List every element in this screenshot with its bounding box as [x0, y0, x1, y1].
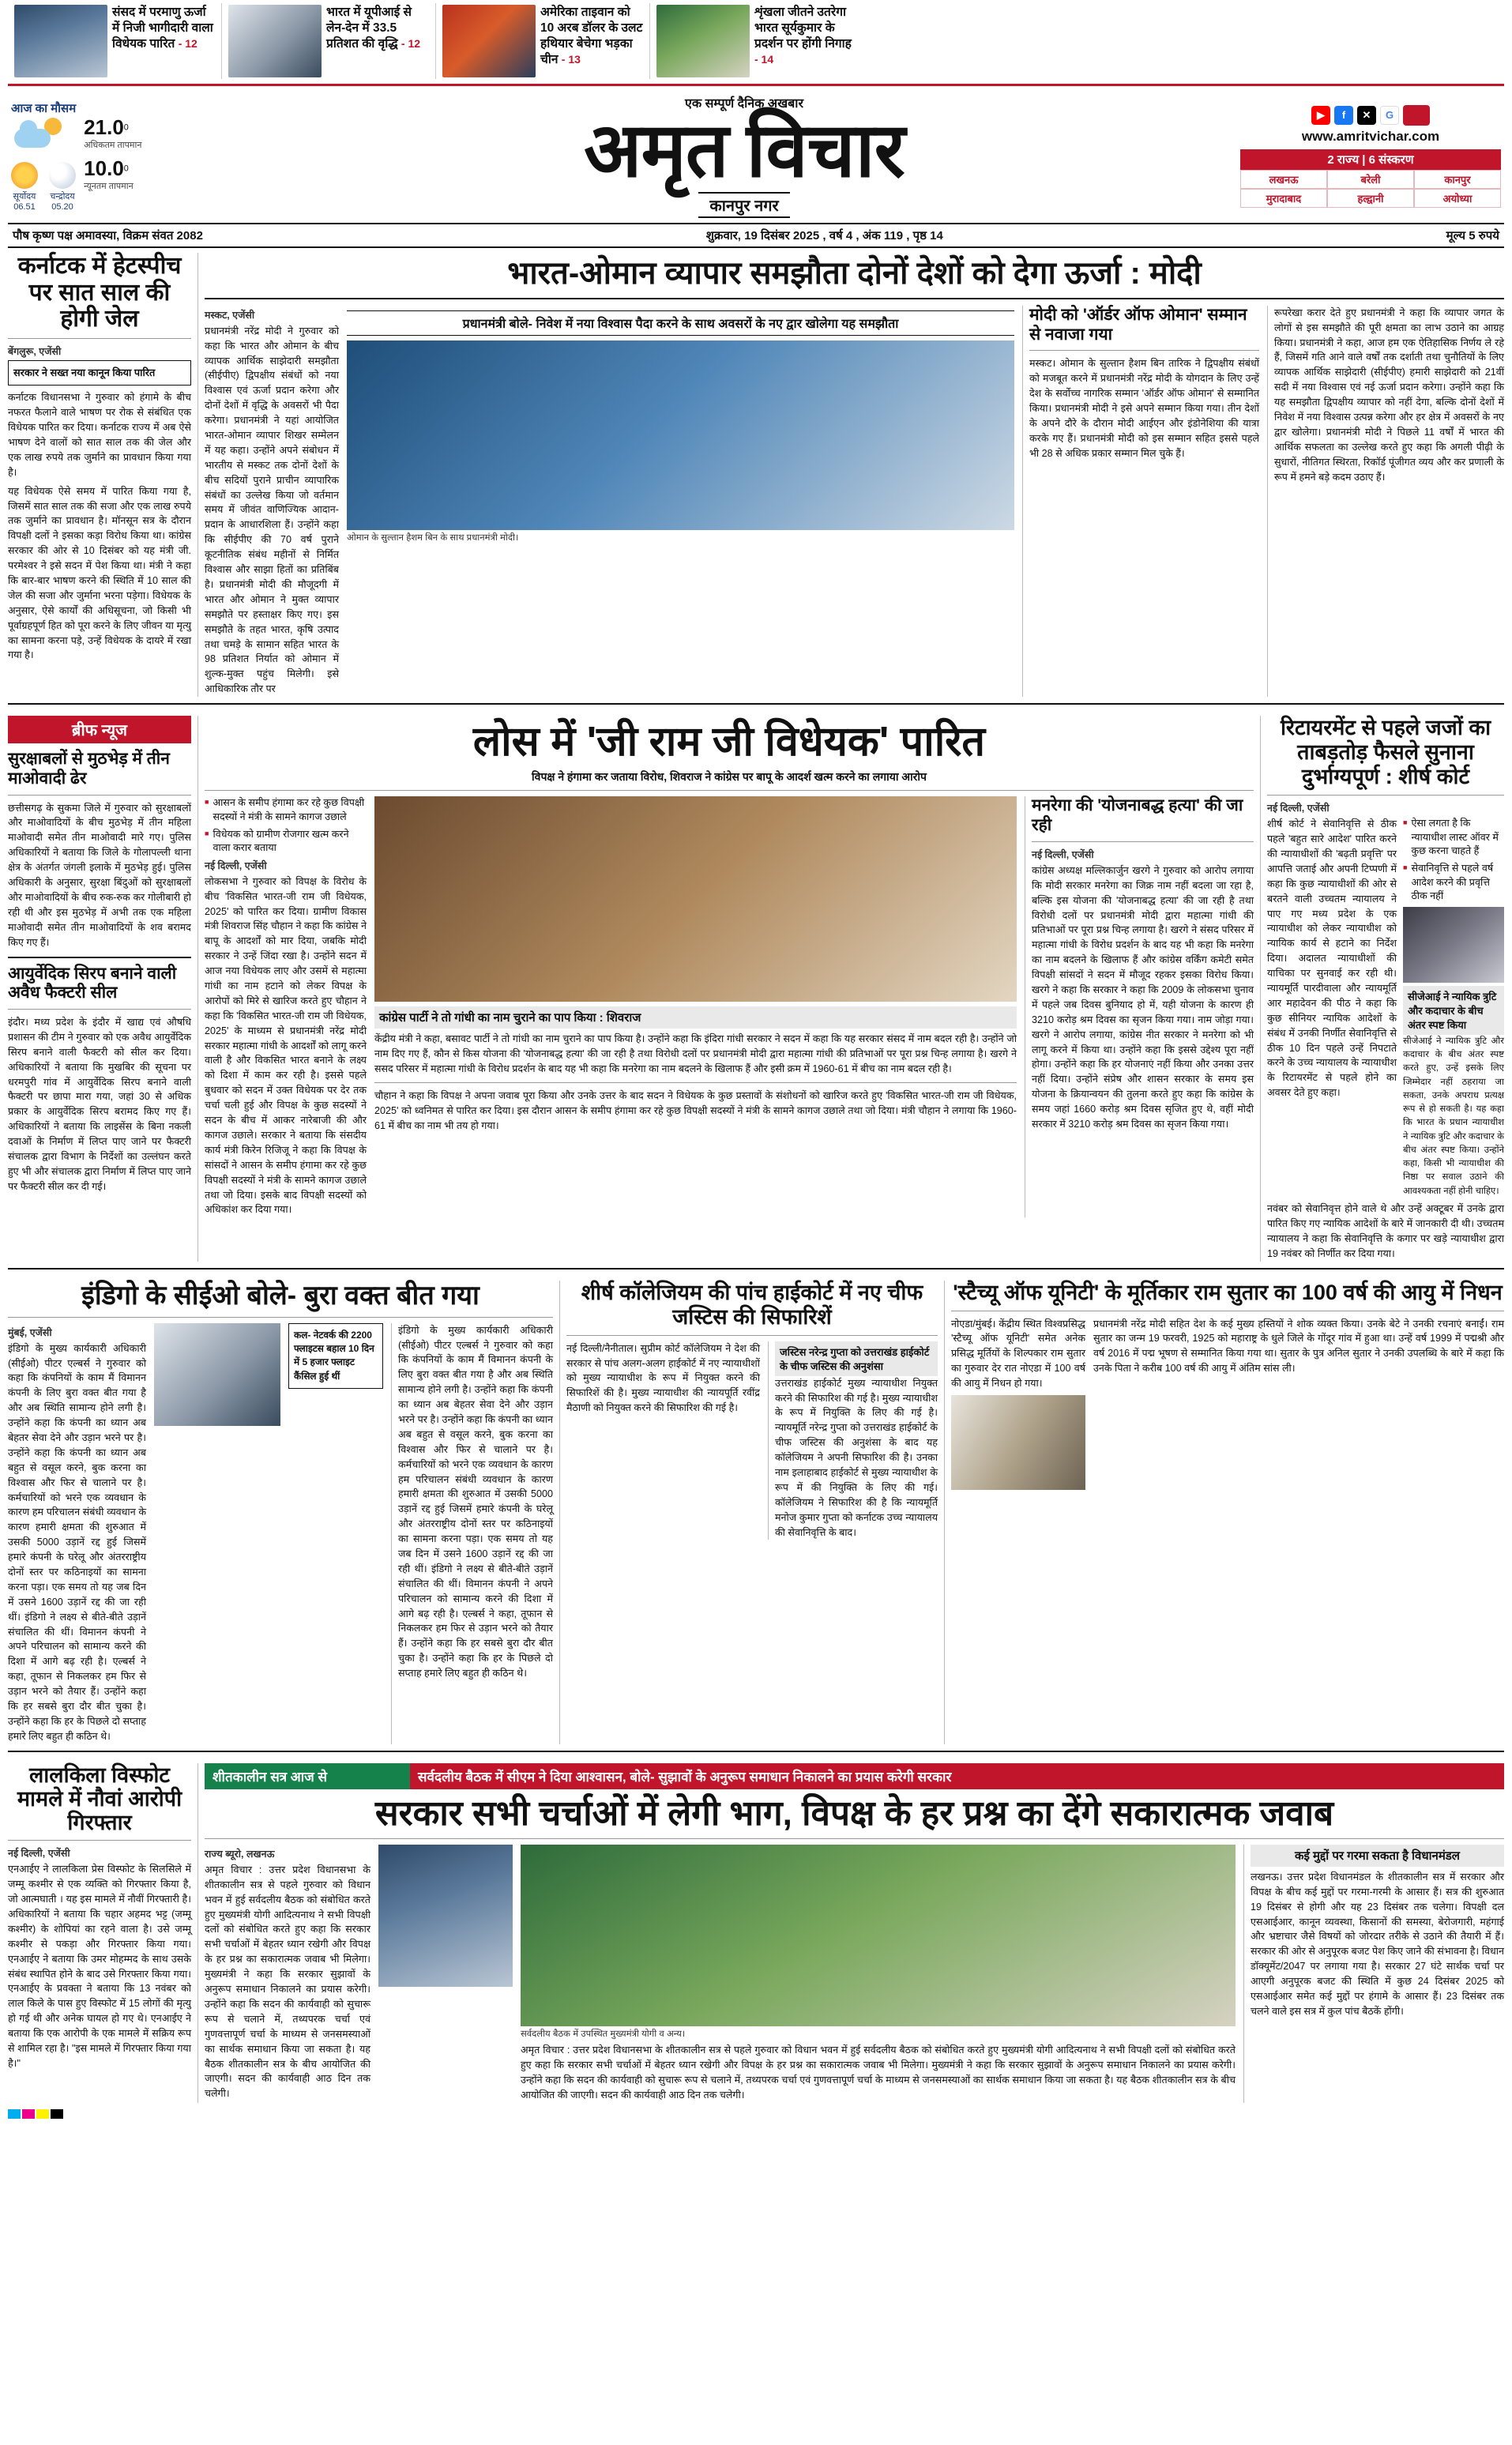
oman-caption-bar: प्रधानमंत्री बोले- निवेश में नया विश्वास पैदा करने के साथ अवसरों के नए द्वार खोलेगा यह समझौता — [347, 310, 1014, 336]
date-bar — [8, 223, 1504, 248]
max-temp: 21.0 — [84, 115, 124, 139]
indigo-body-cont: इंडिगो के मुख्य कार्यकारी अधिकारी (सीईओ) पीटर एल्बर्स ने गुरुवार को कहा कि कंपनियों के काम मैं विमानन कंपनी के लिए बुरा वक्त बीत गया है और अब स्थिति सामान्य होने लगी है। उन्होंने कहा कि कंपनी का ध्यान अब बेहतर सेवा देने और उड़ान भरने पर है। उन्होंने कहा कि कंपनी का ध्यान अब बहुत से वसूल करने, बुक करना का विश्वास और फिर से चालाने पर है। कर्मचारियों को भरने एक व्यवधान के कारण हम परिचालन संबंधी व्यवधान के कारण हमारी क्षमता की शुरुआत में उसकी 5000 उड़ानें रद्द हुई जिसमें हमारे कंपनी के घरेलू और अंतरराष्ट्रीय दोनों स्तर पर कठिनाइयों का सामना करना पड़ा। एक समय तो यह जब दिन में उसने 1600 उड़ानें रद्द की जा रही थीं। इंडिगो ने लक्ष्य से बीते-बीते उड़ानें संचालित की थीं। विमानन कंपनी ने अपने परिचालन को सामान्य करने की दिशा में आगे बढ़ रही है। एल्बर्स ने कहा, तूफान से निकलकर हम फिर से उड़ान भरने को तैयार हैं। उन्होंने कहा कि हर सबसे बुरा दौर बीत चुका है। उन्होंने कहा कि हर के पिछले दो सप्ताह हमारे लिए बहुत ही कठिन थे। — [398, 1324, 553, 1680]
ji-ram-quote-head: कांग्रेस पार्टी ने तो गांधी का नाम चुराने का पाप किया : शिवराज — [374, 1006, 1017, 1029]
magenta-bar — [22, 2109, 35, 2119]
tagline: एक सम्पूर्ण दैनिक अखबार — [685, 97, 803, 111]
top-strip-text: भारत में यूपीआई से लेन-देन में 33.5 प्रतिशत की वृद्धि - 12 — [326, 6, 421, 51]
edition-item[interactable]: लखनऊ — [1240, 170, 1327, 189]
oman-headline[interactable]: भारत-ओमान व्यापार समझौता दोनों देशों को देगा ऊर्जा : मोदी — [507, 256, 1202, 291]
collegium-side-body: उत्तराखंड हाईकोर्ट मुख्य न्यायाधीश नियुक्त करने की सिफारिश की गई है। मुख्य न्यायाधीश के रूप में नियुक्ति के लिए की गई है। न्यायमूर्ति नरेन्द्र गुप्ता को उत्तराखंड हाईकोर्ट के चीफ जस्टिस की अनुशंसा के बाद यह कॉलेजियम ने अपनी सिफारिश की है। उनका नाम इलाहाबाद हाईकोर्ट से मुख्य न्यायाधीश के रूप में की नियुक्ति के लिए की गई। कॉलेजियम ने सिफारिश की है कि न्यायमूर्ति मनोज कुमार गुप्ता को कर्नाटक उच्च न्यायालय की सेवानिवृत्ति के बाद। — [775, 1377, 938, 1538]
weather-widget: आज का मौसम सूर्योदय 06.51 चन्द्रोदय 05.20 21.0$^0$ अधिकतम तापमान 10.0$^0$ न्यूनतम तापमान — [11, 102, 142, 212]
main-middle-block — [8, 711, 1504, 1261]
oman-byline: मस्कट, एजेंसी — [205, 309, 255, 321]
winter-byline: राज्य ब्यूरो, लखनऊ — [205, 1848, 275, 1860]
cji-head: सीजेआई ने न्यायिक त्रुटि और कदाचार के बीच अंतर स्पष्ट किया — [1403, 986, 1504, 1035]
all-party-meeting-photo — [521, 1845, 1236, 2026]
ji-ram-main-photo — [374, 796, 1017, 1002]
blast-byline: नई दिल्ली, एजेंसी — [8, 1848, 70, 1860]
retirement-headline[interactable]: रिटायरमेंट से पहले जजों का ताबड़तोड़ फैसले सुनाना दुर्भाग्यपूर्ण : शीर्ष कोर्ट — [1280, 716, 1491, 789]
gregorian-date: शुक्रवार, 19 दिसंबर 2025 , वर्ष 4 , अंक 119 , पृष्ठ 14 — [705, 229, 943, 243]
manrega-headline[interactable]: मनरेगा की 'योजनाबद्ध हत्या' की जा रही — [1032, 796, 1243, 835]
blast-body: एनआईए ने लालकिला प्रेस विस्फोट के सिलसिले में जम्मू कश्मीर से एक व्यक्ति को गिरफ्तार किया है, जो आत्मघाती । यह इस मामले में नौवीं गिरफ्तारी है। अधिकारियों ने बताया कि चहार अहमद भट्ट (जम्मू कश्मीर) के शोपियां का रहने वाला है। उसे जम्मू कश्मीर से पकड़ा और गिरफ्तार किया गया। एनआईए ने बताया कि उमर मोहम्मद के साथ उसके संबंध स्थापित होने के बाद उसे गिरफ्तार किया गया। एनआईए के प्रवक्ता ने बताया कि 13 नवंबर को लाल किले के पास हुए विस्फोट में 15 लोगों की मृत्यु हो गई थी और अनेक घायल हो गए थे। एनआईए ने बताया कि एक आरोपी के एक मामले में सक्रिय रूप से शामिल रहा है। "इस मामले में गिरफ्तार किया गया है।" — [8, 1864, 191, 2069]
website-url[interactable]: www.amritvichar.com — [1301, 128, 1440, 144]
facebook-icon[interactable]: f — [1334, 106, 1353, 125]
edition-item[interactable]: हल्द्वानी — [1327, 189, 1414, 208]
top-strip-text: शृंखला जीतने उतरेगा भारत सूर्यकुमार के प्रदर्शन पर होंगी निगाह - 14 — [754, 6, 852, 66]
ji-ram-bullet: ■ आसन के समीप हंगामा कर रहे कुछ विपक्षी सदस्यों ने मंत्री के सामने कागज उछाले — [205, 796, 367, 824]
weather-icon — [11, 116, 63, 157]
ji-ram-headline[interactable]: लोस में 'जी राम जी विधेयक' पारित — [472, 719, 986, 765]
brief-item-headline[interactable]: आयुर्वेदिक सिरप बनाने वाली अवैध फैक्टरी सील — [8, 964, 177, 1002]
google-news-icon[interactable]: G — [1380, 106, 1399, 125]
oman-body: प्रधानमंत्री नरेंद्र मोदी ने गुरुवार को कहा कि भारत और ओमान के बीच व्यापक आर्थिक साझेदारी समझौता (सीईपीए) द्विपक्षीय संबंधों को नया विश्वास एवं ऊर्जा प्रदान करेगा और दोनों देशों में वृद्धि के अवसरों भी पैदा करेगा। प्रधानमंत्री ने यहां आयोजित भारत-ओमान व्यापार शिखर सम्मेलन में यह कहा। उन्होंने अपने संबोधन में भारतीय से मस्कट तक दोनों देशों के बीच सदियों पुराने प्राचीन व्यापारिक संबंधों का उल्लेख किया जो वर्तमान समय में जीवंत वाणिज्यिक आदान-प्रदान के आधारशिला हैं। उन्होंने कहा कि सीईपीए की 70 वर्ष पुराने कूटनीतिक संबंध महीनों से निर्मित विश्वास और साझा हितों का प्रतिबिंब है। प्रधानमंत्री मोदी की मौजूदगी में भारत और ओमान ने मुक्त व्यापार समझौते पर हस्ताक्षर किए गए। इस समझौते के तहत भारत, कृषि उत्पाद तथा चमड़े के सामान सहित भारत के 98 प्रतिशत निर्यात को ओमान में शुल्क-मुक्त पहुंच मिलेगी। इसे आधिकारिक तौर पर — [205, 325, 339, 695]
edition-item[interactable]: बरेली — [1327, 170, 1414, 189]
masthead — [8, 86, 1504, 223]
news-badge-icon[interactable] — [1403, 105, 1430, 126]
news-thumbnail — [442, 5, 536, 77]
top-strip-item[interactable] — [8, 3, 222, 79]
karnataka-body-2: यह विधेयक ऐसे समय में पारित किया गया है, जिसमें सात साल तक की सजा और एक लाख रुपये तक जुर्माने का प्रावधान है। मॉनसून सत्र के दौरान विपक्षी दलों ने इसका कड़ा विरोध किया था। कांग्रेस सरकार की ओर से 10 दिसंबर को यह मंत्री जी. परमेश्वर ने इसे सदन में पेश किया था। मंत्री ने कहा कि बार-बार भाषण करने की स्थिति में 10 साल की जेल की सजा और जुर्माना भरना पड़ेगा। विधेयक के अनुसार, ऐसे कार्यों की अधिसूचना, जो किसी भी पूर्वाग्रहपूर्ण हित को पूरा करने के लिए जीवन या मृत्यु का सामना करना पड़े, उन्हें विधेयक के दायरे में रखा गया है। — [8, 485, 191, 661]
statue-body: प्रधानमंत्री नरेंद्र मोदी सहित देश के कई मुख्य हस्तियों ने शोक व्यक्त किया। उनके बेटे ने उनकी रचनाएं बनाईं। राम सुतार का जन्म 19 फरवरी, 1925 को महाराष्ट्र के धुले जिले के गोंदूर गांव में हुआ था। उन्हें वर्ष 1999 में पद्मश्री और वर्ष 2016 में पद्म भूषण से सम्मानित किया गया था। सुतार के पुत्र अनिल सुतार ने उनकी उपलब्धि के बारे में कहा कि उनके पिता ने करीब 100 वर्ष की आयु में अंतिम सांस ली। — [1093, 1318, 1504, 1375]
oman-right-body: रूपरेखा करार देते हुए प्रधानमंत्री ने कहा कि व्यापार जगत के लोगों से इस समझौते की पूरी क्षमता का लाभ उठाने का आग्रह किया। प्रधानमंत्री ने कहा, आज हम एक ऐतिहासिक निर्णय ले रहे हैं, जिसमें गति आने वाले वर्षों तक दर्शाती तथा चुनौतियों के लिए व्यापक आर्थिक साझेदारी (सीईपीए) हमारी साझेदारी को 21वीं सदी में नया विश्वास एवं नई ऊर्जा प्रदान करेगा। उन्होंने कहा कि यह समझौता द्विपक्षीय व्यापार को नहीं देगा, बल्कि दोनों देशों में निवेश में नया विश्वास उत्पन्न करेगा और हर क्षेत्र में अवसरों के नए द्वार खोलेगा। प्रधानमंत्री मोदी ने पिछले 11 वर्षों में भारत की आर्थिक सफलता का उल्लेख करते हुए कहा कि अगली पीढ़ी के सुधारों, नीतिगत स्थिरता, रिकॉर्ड पूंजीगत व्यय और कर प्रणाली के रूप में हमने बड़े कदम उठाए हैं। — [1274, 307, 1504, 483]
brief-item-body: छत्तीसगढ़ के सुकमा जिले में गुरुवार को सुरक्षाबलों और माओवादियों के बीच मुठभेड़ में तीन महिला माओवादी समेत तीन माओवादी मारे गए। पुलिस अधिकारियों ने बताया कि जिले के गोलापल्ली थाना क्षेत्र के अंतर्गत जंगली इलाके में मुठभेड़ हुई। पुलिस अधिकारी के अनुसार, सुरक्षा बिंदुओं को सुरक्षाबलों और माओवादियों के बीच रुक-रुक कर गोलीबारी हो रही थी और इस मुठभेड़ में अभी तक एक महिला माओवादी समेत तीन माओवादियों के शव बरामद किए गए हैं। — [8, 802, 191, 948]
ji-ram-body-2: चौहान ने कहा कि विपक्ष ने अपना जवाब पूरा किया और उनके उत्तर के बाद सदन ने विधेयक के कुछ प्रस्तावों के संशोधनों को खारिज करते हुए 'विकसित भारत-जी राम जी विधेयक, 2025' को ध्वनिमत से पारित कर दिया। इस दौरान आसन के समीप हंगामा कर रहे कुछ विपक्षी सदस्यों ने मंत्री के सामने कागज उछाले तथा जो दिया। मंत्री चौहान ने लगाया कि 1960-61 में बीच का नाम भी तय हो गया। — [374, 1089, 1017, 1131]
collegium-story — [566, 1281, 938, 1744]
brief-item-headline[interactable]: सुरक्षाबलों से मुठभेड़ में तीन माओवादी ढेर — [8, 750, 170, 788]
statue-story — [951, 1281, 1504, 1744]
oman-photo-caption: ओमान के सुल्तान हैशम बिन के साथ प्रधानमंत्री मोदी। — [347, 532, 519, 543]
winter-body: अमृत विचार : उत्तर प्रदेश विधानसभा के शीतकालीन सत्र से पहले गुरुवार को विधान भवन में हुई सर्वदलीय बैठक को संबोधित करते हुए मुख्यमंत्री योगी आदित्यनाथ ने सभी विपक्षी दलों को संबोधित करते हुए कहा कि सरकार सभी चर्चाओं में बेहतर ध्यान रखेगी और विपक्ष के हर प्रश्न का सकारात्मक जवाब भी मिलेगा। मुख्यमंत्री ने कहा कि सरकार सुझावों के अनुरूप समाधान निकालने का प्रयास करेगी। उन्होंने कहा कि सदन की कार्यवाही को सुचारू रूप से चलाने में, तथ्यपरक चर्चा एवं गुणवत्तापूर्ण चर्चा के माध्यम से जनसमस्याओं का सार्थक समाधान किया जा सकता है। यह बैठक शीतकालीन सत्र के बीच आयोजित की जाएगी। सदन की कार्यवाही आठ दिन तक चलेगी। — [205, 1864, 370, 2100]
karnataka-byline: बेंगलुरू, एजेंसी — [8, 345, 62, 357]
editions-count: 2 राज्य | 6 संस्करण — [1240, 149, 1501, 170]
hindu-date: पौष कृष्ण पक्ष अमावस्या, विक्रम संवत 2082 — [13, 229, 203, 243]
winter-session-kicker: सर्वदलीय बैठक में सीएम ने दिया आश्वासन, बोले- सुझावों के अनुरूप समाधान निकालने का प्रयास करेगी सरकार — [410, 1763, 1504, 1789]
top-strip-item[interactable] — [222, 3, 436, 79]
oman-award-headline[interactable]: मोदी को 'ऑर्डर ऑफ ओमान' सम्मान से नवाजा गया — [1029, 305, 1247, 344]
oman-award-body: मस्कट। ओमान के सुल्तान हैशम बिन तारिक ने द्विपक्षीय संबंधों को मजबूत करने में प्रधानमंत्री नरेंद्र मोदी के योगदान के लिए उन्हें देश के सर्वोच्च नागरिक सम्मान 'ऑर्डर ऑफ ओमान' से सम्मानित किया। प्रधानमंत्री मोदी ने इसे अपने सम्मान किया गया। तीन देशों के अपने दौरे के दौरान मोदी आईएन और इंडोनेशिया की यात्रा करके गए हैं। प्रधानमंत्री मोदी को इस सम्मान सहित इससे पहले भी 28 से अधिक प्रकार सम्मान मिल चुके हैं। — [1029, 358, 1259, 459]
retirement-bullet: ■ ऐसा लगता है कि न्यायाधीश लास्ट ऑवर में कुछ करना चाहते हैं — [1403, 817, 1504, 859]
brief-item-body: इंदौर। मध्य प्रदेश के इंदौर में खाद्य एवं औषधि प्रशासन की टीम ने गुरुवार को एक अवैध आयुर्वेदिक सिरप बनाने वाली फैक्टरी को सील कर दिया। अधिकारियों ने बताया कि मुखबिर की सूचना पर धरमपुरी गांव में आयुर्वेदिक सिरप बनाने वाली फैक्टरी पर छापा मारा गया, जहां 30 से अधिक प्रकार के आयुर्वेदिक सिरप बरामद किए गए हैं। अधिकारियों ने बताया कि लाइसेंस के बिना नकली दवाओं के निर्माण में लिप्त पाए जाने पर फैक्टरी संचालक द्वारा विभाग के निर्देशों का उल्लंघन करते हुए भी और संचालक द्वारा निर्माण में लिप्त पाए जाने पर फैक्टरी सील कर दी गई। — [8, 1017, 191, 1192]
edition-city: कानपुर नगर — [698, 192, 789, 218]
newspaper-title: अमृत विचार — [584, 108, 905, 193]
red-fort-blast-story — [8, 1763, 191, 2103]
manrega-body: कांग्रेस अध्यक्ष मल्लिकार्जुन खरगे ने गुरुवार को आरोप लगाया कि मोदी सरकार मनरेगा का जिक्र नाम नहीं बदला जा रहा है, बल्कि इस योजना की 'योजनाबद्ध हत्या' की जा रही है तथा विरोधी दलों पर प्रधानमंत्री मोदी द्वारा महात्मा गांधी की प्रतिभाओं पर पूरा प्रश्न चिन्ह लगाया है। खरगे ने संसद परिसर में महात्मा गांधी के विरोध प्रदर्शन के बाद यह भी कहा कि मनरेगा का नाम बदलने के खिलाफ हैं और कांग्रेस वर्किंग कमेटी समेत विपक्षी सांसदों ने सदन में मौजूद रहकर इसका विरोध किया। खरगे ने कहा कि सरकार ने कहा कि 2009 के लोकसभा चुनाव में पहले जब दिवस बुनियाद हो में, यही योजना के कारण ही 3210 करोड़ श्रम दिवस का सृजन किया गया। नाम जोड़ा गया। खरगे ने आरोप लगाया, कांग्रेस नीत सरकार ने मनरेगा को भी लागू करने में किया था। उन्होंने कहा कि इससे उद्देश्य पूरा नहीं होगा। उन्होंने कहा कि हर योजनाएं नहीं किया और उनका उत्तर नहीं दिया। उन्होंने संप्रेष और शासन सरकार के समय इस योजना के क्रियान्वयन की तुलना करते हुए कहा कि कांग्रेस के समय जहां 1660 करोड़ श्रम दिवस सृजित हुए थे, वहीं मोदी सरकार में 3210 करोड़ श्रम दिवस का सृजन किया गया। — [1032, 864, 1254, 1130]
news-thumbnail — [14, 5, 107, 77]
karnataka-headline[interactable]: कर्नाटक में हेटस्पीच पर सात साल की होगी जेल — [17, 253, 182, 333]
collegium-headline[interactable]: शीर्ष कॉलेजियम की पांच हाईकोर्ट में नए चीफ जस्टिस की सिफारिशें — [581, 1280, 923, 1329]
price: मूल्य 5 रुपये — [1446, 229, 1499, 243]
cji-body: सीजेआई ने न्यायिक त्रुटि और कदाचार के बीच अंतर स्पष्ट करते हुए, उन्हें इसके लिए जिम्मेदार नहीं ठहराया जा सकता, उनके अपराध प्रत्यक्ष रूप से हो सकती है। यह कहा कि भारत के प्रधान न्यायाधीश ने न्यायिक त्रुटि और कदाचार के बीच अंतर स्पष्ट किया। उन्होंने कहा, किसी भी न्यायाधीश की निष्ठा पर सवाल उठाने की आवश्यकता नहीं होनी चाहिए। — [1403, 1036, 1504, 1196]
top-news-strip — [8, 0, 1504, 86]
winter-body-cont: अमृत विचार : उत्तर प्रदेश विधानसभा के शीतकालीन सत्र से पहले गुरुवार को विधान भवन में हुई सर्वदलीय बैठक को संबोधित करते हुए मुख्यमंत्री योगी आदित्यनाथ ने सभी विपक्षी दलों को संबोधित करते हुए कहा कि सरकार सभी चर्चाओं में बेहतर ध्यान रखेगी और विपक्ष के हर प्रश्न का सकारात्मक जवाब भी मिलेगा। मुख्यमंत्री ने कहा कि सरकार सुझावों के अनुरूप समाधान निकालने का प्रयास करेगी। उन्होंने कहा कि सदन की कार्यवाही को सुचारू रूप से चलाने में, तथ्यपरक चर्चा एवं गुणवत्तापूर्ण चर्चा के माध्यम से जनसमस्याओं का सार्थक समाधान किया जा सकता है। यह बैठक शीतकालीन सत्र के बीच आयोजित की जाएगी। सदन की कार्यवाही आठ दिन तक चलेगी। — [521, 2044, 1236, 2101]
main-top-block — [8, 248, 1504, 697]
sun-icon — [11, 162, 38, 189]
winter-session-story — [205, 1763, 1504, 2103]
retirement-bullet: ■ सेवानिवृत्ति से पहले वर्ष आदेश करने की प्रवृत्ति ठीक नहीं — [1403, 862, 1504, 904]
oman-main-photo — [347, 340, 1014, 530]
collegium-body: नई दिल्ली/नैनीताल। सुप्रीम कोर्ट कॉलेजियम ने देश की सरकार से पांच अलग-अलग हाईकोर्ट में नए न्यायाधीशों को मुख्य न्यायाधीश के रूप में नियुक्त करने की सिफारिशें की है। मुख्य न्यायाधीश की न्यायपूर्ति रवींद्र मैठाणी को नियुक्त करने की सिफारिश की गई है। — [566, 1342, 760, 1414]
retirement-byline: नई दिल्ली, एजेंसी — [1267, 803, 1330, 814]
black-bar — [51, 2109, 63, 2119]
statue-headline[interactable]: 'स्टैच्यू ऑफ यूनिटी' के मूर्तिकार राम सुतार का 100 वर्ष की आयु में निधन — [953, 1280, 1503, 1304]
oman-story — [205, 253, 1504, 697]
ji-ram-bullet: ■ विधेयक को ग्रामीण रोजगार खत्म करने वाला करार बताया — [205, 828, 367, 856]
news-thumbnail — [656, 5, 750, 77]
indigo-byline: मुंबई, एजेंसी — [8, 1326, 52, 1338]
ji-ram-subhead: विपक्ष ने हंगामा कर जताया विरोध, शिवराज ने कांग्रेस पर बापू के आदर्श खत्म करने का लगाया आरोप — [532, 770, 927, 784]
statue-byline: नोएडा/मुंबई। केंद्रीय स्थित विश्वप्रसिद्ध 'स्टैच्यू ऑफ यूनिटी' समेत अनेक प्रसिद्ध मूर्तियों के शिल्पकार राम सुतार का गुरुवार देर रात नोएडा में 100 वर्ष की आयु में निधन हो गया। — [951, 1318, 1085, 1390]
moonrise-block: चन्द्रोदय 05.20 — [49, 162, 76, 212]
manrega-byline: नई दिल्ली, एजेंसी — [1032, 848, 1094, 860]
sunrise-block: सूर्योदय 06.51 — [11, 162, 38, 212]
social-links[interactable] — [1240, 105, 1501, 126]
indigo-body: इंडिगो के मुख्य कार्यकारी अधिकारी (सीईओ) पीटर एल्बर्स ने गुरुवार को कहा कि कंपनियों के काम मैं विमानन कंपनी के लिए बुरा वक्त बीत गया है और अब स्थिति सामान्य होने लगी है। उन्होंने कहा कि कंपनी का ध्यान अब बेहतर सेवा देने और उड़ान भरने पर है। उन्होंने कहा कि कंपनी का ध्यान अब बहुत से वसूल करने, बुक करना का विश्वास और फिर से चालाने पर है। कर्मचारियों को भरने एक व्यवधान के कारण हम परिचालन संबंधी व्यवधान के कारण हमारी क्षमता की शुरुआत में उसकी 5000 उड़ानें रद्द हुई जिसमें हमारे कंपनी के घरेलू और अंतरराष्ट्रीय दोनों स्तर पर कठिनाइयों का सामना करना पड़ा। एक समय तो यह जब दिन में उसने 1600 उड़ानें रद्द की जा रही थीं। इंडिगो ने लक्ष्य से बीते-बीते उड़ानें संचालित की थीं। विमानन कंपनी ने अपने परिचालन को सामान्य करने की दिशा में आगे बढ़ रही है। एल्बर्स ने कहा, तूफान से निकलकर हम फिर से उड़ान भरने को तैयार हैं। उन्होंने कहा कि हर सबसे बुरा दौर बीत चुका है। उन्होंने कहा कि हर के पिछले दो सप्ताह हमारे लिए बहुत ही कठिन थे। — [8, 1342, 146, 1742]
winter-photo-caption: सर्वदलीय बैठक में उपस्थित मुख्यमंत्री योगी व अन्य। — [521, 2029, 686, 2039]
editions-grid — [1240, 170, 1501, 208]
edition-item[interactable]: मुरादाबाद — [1240, 189, 1327, 208]
brief-news-header: ब्रीफ न्यूज — [8, 716, 191, 743]
blast-headline[interactable]: लालकिला विस्फोट मामले में नौवां आरोपी गिरफ्तार — [17, 1762, 182, 1835]
x-icon[interactable]: ✕ — [1357, 106, 1376, 125]
ji-ram-bill-story — [205, 716, 1254, 1261]
karnataka-box: सरकार ने सख्त नया कानून किया पारित — [8, 360, 191, 386]
ram-sutar-photo — [951, 1395, 1085, 1490]
indigo-stat-box: कल- नेटवर्क की 2200 फ्लाइटस बहाल 10 दिन में 5 हजार फ्लाइट कैंसिल हुई थीं — [288, 1323, 383, 1390]
yellow-bar — [36, 2109, 49, 2119]
retirement-story — [1267, 716, 1504, 1261]
top-strip-item[interactable] — [436, 3, 650, 79]
brief-news-column — [8, 716, 191, 1261]
ji-ram-byline: नई दिल्ली, एजेंसी — [205, 860, 267, 871]
main-bottom-block — [8, 1759, 1504, 2103]
assembly-issues-head: कई मुद्दों पर गरमा सकता है विधानमंडल — [1251, 1845, 1504, 1867]
weather-label: आज का मौसम — [11, 102, 77, 115]
assembly-issues-body: लखनऊ। उत्तर प्रदेश विधानमंडल के शीतकालीन सत्र में सरकार और विपक्ष के बीच कई मुद्दों पर गरमा-गरमी के आसार हैं। सत्र की शुरुआत 19 दिसंबर से होगी और यह 23 दिसंबर तक चलेगा। विपक्षी दल एसआईआर, कानून व्यवस्था, किसानों की समस्या, बेरोजगारी, महंगाई और भ्रष्टाचार जैसे विषयों को जोरदार तरीके से उठाने की तैयारी में हैं। सरकार की ओर से अनुपूरक बजट पेश किए जाने की संभावना है। विधान डॉक्यूमेंट/2047 पर लगाया गया है। सरकार 27 घंटे सार्थक चर्चा पर आएगी अनुपूरक बजट की स्थिति में कुछ 24 दिसंबर 2025 को एसआईआर समेत कई मुद्दों पर हंगामे के आसार हैं। 23 दिसंबर तक चलने वाले इस सत्र में कुल पांच बैठकें होंगी। — [1251, 1871, 1504, 2017]
retirement-body: शीर्ष कोर्ट ने सेवानिवृत्ति से ठीक पहले 'बहुत सारे आदेश' पारित करने की न्यायाधीशों की 'बढ़ती प्रवृत्ति' पर आपत्ति जताई और अपनी टिप्पणी में कहा कि कुछ न्यायाधीशों की ओर से बरतने वाली उच्चतम न्यायालय ने पाए गए मध्य प्रदेश के एक न्यायाधीश को लेकर न्यायाधीश को न्यायिक कार्य से हटाने का निर्देश दिया। अदालत न्यायाधीशों की याचिका पर सुनवाई कर रही थी। न्यायमूर्ति पारदीवाला और न्यायमूर्ति आर महादेवन की पीठ ने कहा कि कुछ सीनियर न्यायिक आदेशों के संबंध में उनकी निर्णीत सेवानिवृत्ति से ठीक 10 दिन पहले उन्हें निपटाते करने के उच्च न्यायालय के न्यायाधीश के रिटायरमेंट से पहले होने का अवसर देते हुए कहा। — [1267, 818, 1397, 1099]
edition-item[interactable]: अयोध्या — [1414, 189, 1501, 208]
youtube-icon[interactable]: ▶ — [1311, 106, 1330, 125]
min-temp: 10.0 — [84, 156, 124, 181]
cyan-bar — [8, 2109, 21, 2119]
winter-session-headline[interactable]: सरकार सभी चर्चाओं में लेगी भाग, विपक्ष के हर प्रश्न का देंगे सकारात्मक जवाब — [374, 1793, 1334, 1833]
top-strip-text: संसद में परमाणु ऊर्जा में निजी भागीदारी वाला विधेयक पारित - 12 — [112, 6, 213, 51]
indigo-headline[interactable]: इंडिगो के सीईओ बोले- बुरा वक्त बीत गया — [81, 1280, 480, 1311]
ji-ram-quote-body: केंद्रीय मंत्री ने कहा, बसावट पार्टी ने तो गांधी का नाम चुराने का पाप किया है। उन्होंने कहा कि इंदिरा गांधी सरकार ने सदन में कहा कि यह सरकार संसद में नाम बदल रही है। उन्होंने जो नाम दिए गए हैं, कौन से किस योजना की 'योजनाबद्ध हत्या' की जा रही है तथा विरोधी दलों पर प्रधानमंत्री मोदी द्वारा महात्मा गांधी की प्रतिभाओं पर पूरा प्रश्न चिन्ह लगाया है। खरगे ने ससद परिसर में महात्मा गांधी के विरोध प्रदर्शन के बाद यह भी कहा कि मनरेगा का नाम बदलने के खिलाफ हैं और इसी क्रम में 1960-61 में बीच का नाम बदल रही है। — [374, 1033, 1017, 1075]
karnataka-body-1: कर्नाटक विधानसभा ने गुरुवार को हंगामे के बीच नफरत फैलाने वाले भाषण पर रोक से संबंधित एक विधेयक पारित कर दिया। कर्नाटक राज्य में अब ऐसे भाषण देने वालों को सात साल तक की जेल और एक लाख रुपये तक जुर्माने का प्रावधान किया गया है। — [8, 392, 191, 478]
winter-session-band: शीतकालीन सत्र आज से — [205, 1763, 410, 1789]
brand-block — [256, 94, 1232, 218]
color-registration-bars — [8, 2109, 1504, 2119]
ji-ram-body-1: लोकसभा ने गुरुवार को विपक्ष के विरोध के बीच 'विकसित भारत-जी राम जी विधेयक, 2025' को पारित कर दिया। ग्रामीण विकास मंत्री शिवराज सिंह चौहान ने कहा कि कांग्रेस ने बापू के आदर्शों को मार दिया, जबकि मोदी सरकार ने उन्हें जिंदा रखा है। उन्होंने सदन में आज नया विधेयक लाए और उसमें से महात्मा गांधी का नाम हटाने को लेकर विपक्ष के आरोपों को मिरे से खारिज करते हुए चौहान ने कहा कि 'विकसित भारत-जी राम जी विधेयक, 2025' के माध्यम से प्रधानमंत्री नरेंद्र मोदी सरकार महात्मा गांधी के आदर्शों को लागू करने वाली है और विकसित भारत बनाने के लक्ष्य को दिशा में काम कर रही है। इससे पहले बुधवार को सदन में उक्त विधेयक पर देर तक चर्चा चली हुई और विपक्ष के कुछ सदस्यों ने सदन के बीच में आकर नारेबाजी की और कागज उछाले। सरकार ने बताया कि संसदीय कार्य मंत्री किरेन रिजिजू ने कहा कि विपक्ष के सांसदों ने आसन के समीप हंगामा कर रहे कुछ विपक्षी सदस्यों ने मंत्री के सामने कागज उछाले तथा जो दिया। इसके बाद विपक्षी सदस्यों को अधिकांश कर दिया गया। — [205, 875, 367, 1216]
indigo-story — [8, 1281, 553, 1744]
retirement-foot: नवंबर को सेवानिवृत्त होने वाले थे और उन्हें अक्टूबर में उनके द्वारा पारित किए गए न्यायिक आदेशों के बारे में जानकारी दी थी। उच्चतम न्यायालय ने कहा कि सेवानिवृत्ति के कगार पर खड़े न्यायाधीश द्वारा 19 नवंबर को निर्णीत कर दिया गया। — [1267, 1202, 1504, 1259]
top-strip-item[interactable] — [650, 3, 863, 79]
collegium-side-head: जस्टिस नरेन्द्र गुप्ता को उत्तराखंड हाईकोर्ट के चीफ जस्टिस की अनुशंसा — [775, 1341, 938, 1376]
supreme-court-photo — [1403, 907, 1504, 983]
news-thumbnail — [228, 5, 322, 77]
moon-icon — [49, 162, 76, 189]
indigo-ceo-photo — [154, 1323, 280, 1426]
left-column — [8, 253, 191, 697]
cm-photo — [378, 1845, 513, 1987]
main-lower-block — [8, 1276, 1504, 1744]
edition-item[interactable]: कानपुर — [1414, 170, 1501, 189]
top-strip-text: अमेरिका ताइवान को 10 अरब डॉलर के उलट हथियार बेचेगा भड़का चीन - 13 — [540, 6, 643, 67]
masthead-right — [1240, 105, 1501, 208]
